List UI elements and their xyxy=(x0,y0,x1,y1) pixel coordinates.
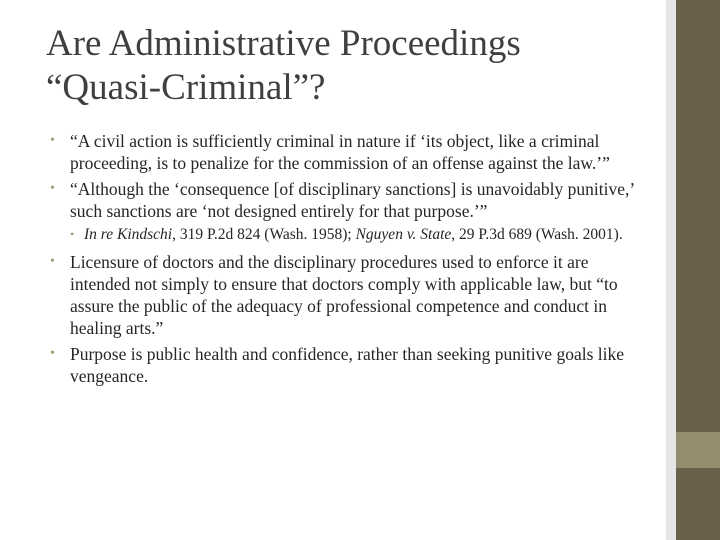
case-cite-kindschi: , 319 P.2d 824 (Wash. 1958); xyxy=(172,226,356,243)
bullet-item xyxy=(50,130,650,174)
bullet-list xyxy=(50,130,650,391)
sidebar-accent-band xyxy=(676,432,720,468)
bullet-icon: • xyxy=(50,181,55,196)
bullet-icon: • xyxy=(50,133,55,148)
title-line-2: “Quasi-Criminal”? xyxy=(46,67,326,108)
sub-bullet-list xyxy=(70,224,650,245)
bullet-item xyxy=(50,343,650,387)
bullet-item xyxy=(50,251,650,339)
sidebar-dark-band xyxy=(676,0,720,432)
bullet-icon: • xyxy=(50,346,55,361)
bullet-text: Purpose is public health and confidence, rather than seeking punitive goals like vengeance. xyxy=(70,344,625,386)
sidebar-dark-band-bottom xyxy=(676,468,720,540)
bullet-text: Licensure of doctors and the disciplinary procedures used to enforce it are intended not simply to ensure that doctors comply with applicable law, but “to assure the public of the adequacy of professional competence and conduct in healing arts.” xyxy=(70,252,618,338)
slide-title xyxy=(46,22,656,110)
bullet-item xyxy=(50,178,650,245)
citation-item xyxy=(70,224,650,245)
title-line-1: Are Administrative Proceedings xyxy=(46,23,521,64)
bullet-text: “A civil action is sufficiently criminal in nature if ‘its object, like a criminal proceeding, is to penalize for the commission of an offense against the law.’” xyxy=(70,131,610,173)
bullet-text: “Although the ‘consequence [of disciplinary sanctions] is unavoidably punitive,’ such sanctions are ‘not designed entirely for that purpose.’” xyxy=(70,179,634,221)
case-cite-nguyen: , 29 P.3d 689 (Wash. 2001). xyxy=(451,226,623,243)
bullet-icon: • xyxy=(70,227,75,241)
case-name-kindschi: In re Kindschi xyxy=(84,226,173,243)
case-name-nguyen: Nguyen v. State xyxy=(355,226,452,243)
bullet-icon: • xyxy=(50,254,55,269)
